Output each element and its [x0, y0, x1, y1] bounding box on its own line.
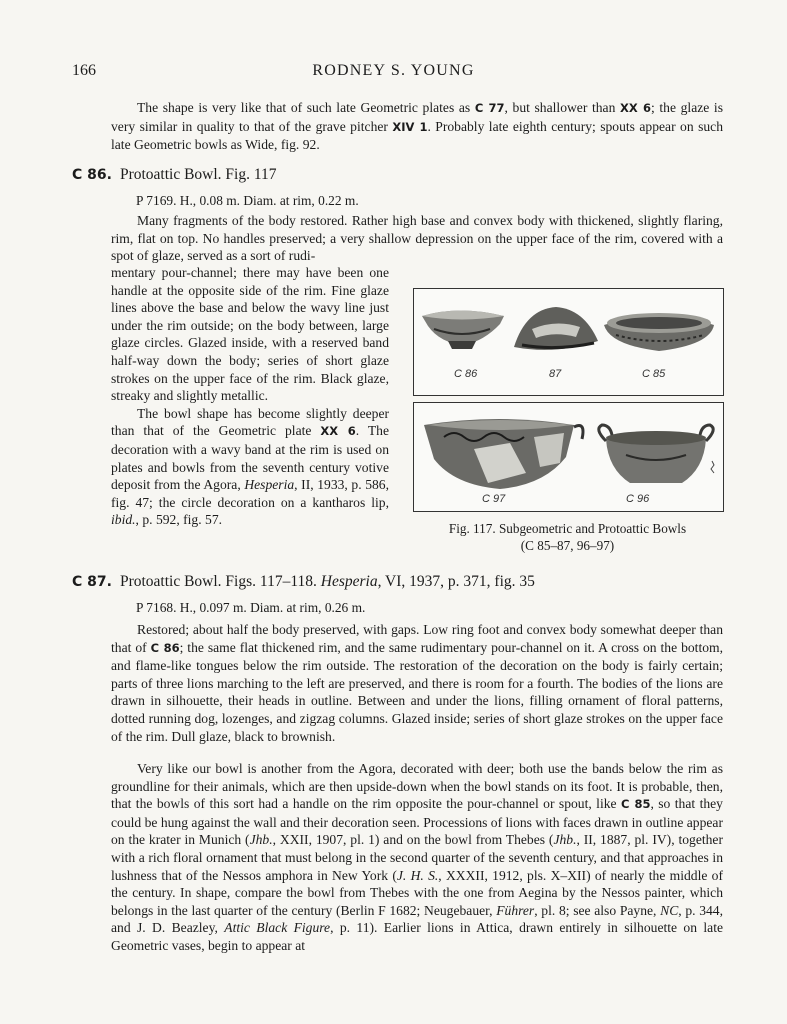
cross-reference: C 86 — [150, 640, 180, 655]
figure-photo-bottom — [413, 402, 724, 512]
c86-description-full-width: Many fragments of the body restored. Rather high base and convex body with thickened, slightly flaring, rim, flat on top. No handles preserved; a very shallow depression on the upper face of the rim, covered with a spot of glaze, served as a sort of rudi- — [111, 213, 723, 264]
cross-reference: XIV 1 — [392, 119, 428, 134]
cross-reference: XX 6 — [620, 101, 651, 115]
entry-meta: P 7168. H., 0.097 m. Diam. at rim, 0.26 m. — [136, 600, 366, 615]
cross-reference: C 85 — [620, 797, 651, 812]
bowls-c97-c96-image — [414, 403, 723, 511]
c86-discussion: The bowl shape has become slightly deeper than that of the Geometric plate XX 6. The decoration with a wavy band at the rim is used on plates and bowls from the seventh century votive deposit from the Agora, Hesperia, II, 1933, p. 586, fig. 47; the circle decoration on a kantharos lip, ibid., p. 592, fig. 57. — [111, 405, 389, 528]
running-title: RODNEY S. YOUNG — [312, 62, 475, 79]
c86-description-column — [111, 264, 389, 529]
figure-caption — [413, 520, 722, 554]
photo-label: C 97 — [482, 493, 506, 505]
c86-description-continued: mentary pour-channel; there may have been one handle at the opposite side of the rim. Fine glaze lines above the base and below the wavy line just under the rim outside; on the body between, large glaze circles. Glazed inside, with a reserved band half-way down the body; series of short glaze strokes on the upper face of the rim. Black glaze, streaky and slightly metallic. — [111, 265, 389, 404]
entry-heading-c87: C 87. Protoattic Bowl. Figs. 117–118. Hesperia, VI, 1937, p. 371, fig. 35 — [72, 573, 535, 590]
photo-label: C 85 — [642, 368, 666, 380]
photo-label: 87 — [549, 368, 562, 380]
cross-reference: XX 6 — [320, 424, 356, 439]
catalogue-number: C 86. — [72, 167, 112, 183]
catalogue-number: C 87. — [72, 574, 112, 590]
entry-meta: P 7169. H., 0.08 m. Diam. at rim, 0.22 m. — [136, 193, 359, 208]
entry-title: Protoattic Bowl. Fig. 117 — [119, 166, 277, 183]
c87-description: Restored; about half the body preserved, with gaps. Low ring foot and convex body somewhat deeper than that of C 86; the same flat thickened rim, and the same rudimentary pour-channel on it. A cross on the bottom, and flame-like tongues below the rim outside. The restoration of the decoration on the body is fairly certain; parts of three lions marching to the left are preserved, and there is room for a fourth. The bodies of the lions are drawn in silhouette, their heads in outline. Between and under the lions, filling ornament of floral patterns, dotted running dog, lozenges, and zigzag columns. Glazed inside; series of short glaze strokes on the upper face of the rim. Dull glaze, black to brownish. — [111, 622, 723, 744]
journal-title: Hesperia — [320, 573, 378, 590]
cross-reference: C 77 — [474, 101, 505, 115]
entry-title: Protoattic Bowl. Figs. 117–118. — [119, 573, 321, 590]
photo-label: C 96 — [626, 493, 650, 505]
entry-heading-c86 — [72, 166, 277, 184]
photo-label: C 86 — [454, 368, 478, 380]
intro-paragraph: The shape is very like that of such late Geometric plates as C 77, but shallower than XX 6; the glaze is very similar in quality to that of the grave pitcher XIV 1. Probably late eighth century; spouts appear on such late Geometric bowls as Wide, fig. 92. — [111, 100, 723, 153]
bowls-c86-87-c85-image — [414, 289, 723, 395]
c87-discussion: Very like our bowl is another from the Agora, decorated with deer; both use the bands below the rim as groundline for their animals, which are then upside-down when the bowl stands on its foot. It is probable, then, that the bowls of this sort had a handle on the rim opposite the pour-channel or spout, like C 85, so that they could be hung against the wall and their decoration seen. Processions of lions with faces drawn in outline appear on the krater in Munich (Jhb., XXII, 1907, pl. 1) and on the bowl from Thebes (Jhb., II, 1887, pl. IV), together with a rich floral ornament that must belong in the second quarter of the seventh century, and that approaches in lushness that of the Nessos amphora in New York (J. H. S., XXXII, 1912, pls. X–XII) of nearly the middle of the century. In shape, compare the bowl from Thebes with the one from Aegina by the Nessos painter, which belongs in the last quarter of the century (Berlin F 1682; Neugebauer, Führer, pl. 8; see also Payne, NC, p. 344, and J. D. Beazley, Attic Black Figure, p. 11). Earlier lions in Attica, drawn entirely in silhouette on late Geometric vases, begin to appear at — [111, 761, 724, 953]
figure-caption-line2: (C 85–87, 96–97) — [520, 538, 615, 553]
figure-caption-line1: Fig. 117. Subgeometric and Protoattic Bowls — [448, 521, 687, 536]
running-header — [72, 62, 715, 84]
page-number: 166 — [72, 62, 96, 79]
figure-photo-top — [413, 288, 724, 396]
